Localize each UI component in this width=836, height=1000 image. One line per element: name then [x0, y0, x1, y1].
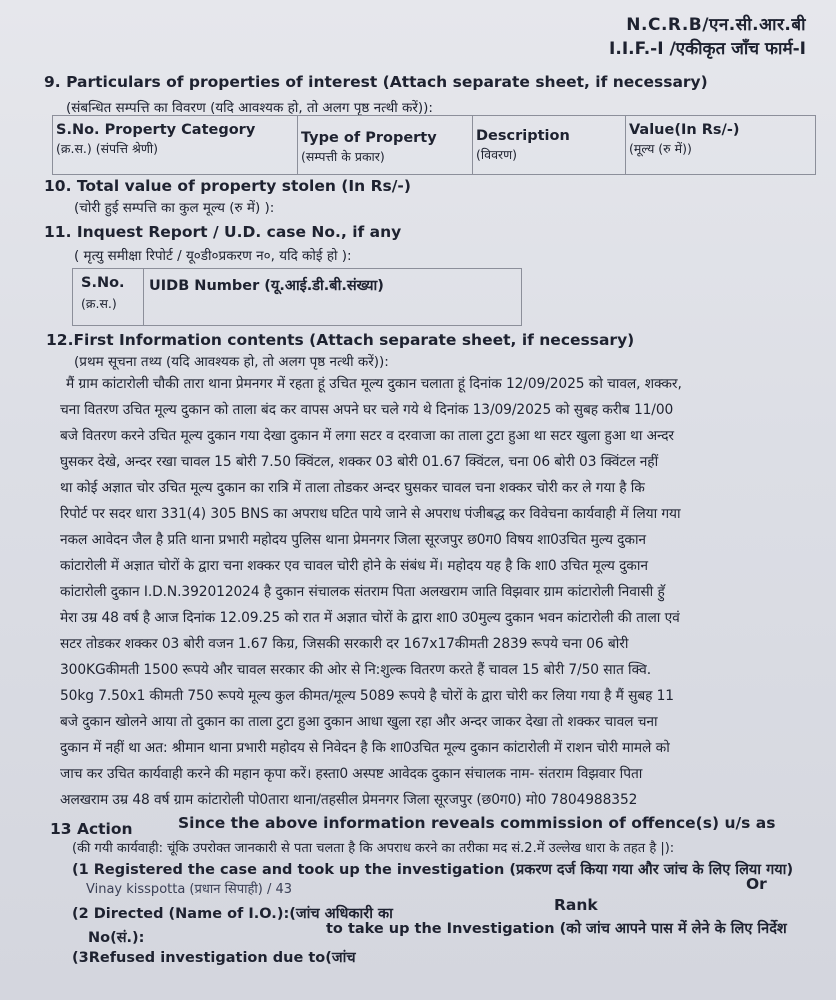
io-name-entry: Vinay kisspotta (प्रधान सिपाही) / 43 [86, 882, 293, 897]
section-13-offence-line: Since the above information reveals commission of offence(s) u/s as [178, 814, 776, 832]
action-item-2-tail: to take up the Investigation (को जांच आपने पास में लेने के लिए निर्देश [326, 921, 787, 937]
section-13-title: 13 Action [50, 820, 133, 838]
section-13-hindi-line: (की गयी कार्यवाही: चूंकि उपरोक्त जानकारी से पता चलता है कि अपराध करने का तरीका मद सं.2.में उल्लेख धारा के तहत है |): [72, 841, 675, 856]
fir-line-6: रिपोर्ट पर सदर धारा 331(4) 305 BNS का अपराध घटित पाये जाने से अपराध पंजीबद्ध कर विवेचना कार्यवाही में लिया गया [60, 506, 681, 522]
fir-line-9: कांटारोली दुकान I.D.N.392012024 है दुकान संचालक संतराम पिता अलखराम जाति विझवार ग्राम कांटारोली निवासी हॅु [60, 584, 665, 600]
section-10-subtitle: (चोरी हुई सम्पत्ति का कुल मूल्य (रु में) ): [74, 200, 275, 216]
fir-line-15: दुकान में नहीं था अत: श्रीमान थाना प्रभारी महोदय से निवेदन है कि शा0उचित मूल्य दुकान कांटारोली में राशन चोरी मामले को [60, 740, 670, 756]
property-col-4-hi: (मूल्य (रु में)) [629, 141, 692, 156]
fir-line-8: कांटारोली में अज्ञात चोरों के द्वारा चना शक्कर एव चावल चोरी होने के संबंध में। महोदय यह है कि शा0 उचित मूल्य दुकान [60, 558, 648, 574]
property-col-3 [473, 116, 626, 174]
fir-line-14: बजे दुकान खोलने आया तो दुकान का ताला टुटा हुआ दुकान आधा खुला रहा और अन्दर जाकर देखा तो शक्कर चावल चना [60, 714, 658, 730]
fir-line-7: नकल आवेदन जैल है प्रति थाना प्रभारी महोदय पुलिस थाना प्रेमनगर जिला सूरजपुर छ0ग0 विषय शा0उचित मुल्य दुकान [60, 532, 646, 548]
rank-label: Rank [554, 896, 598, 914]
property-col-2-en: Type of Property [301, 130, 437, 146]
form-title: I.I.F.-I /एकीकृत जाँच फार्म-I [609, 39, 806, 59]
section-11-title: 11. Inquest Report / U.D. case No., if any [44, 223, 402, 241]
uidb-sno-hi: (क्र.स.) [81, 296, 117, 311]
uidb-table [72, 268, 522, 326]
fir-line-1: मैं ग्राम कांटारोली चौकी तारा थाना प्रेमनगर में रहता हूं उचित मूल्य दुकान चलाता हूं दिनांक 12/09/2025 को चावल, शक्कर, [66, 376, 682, 392]
property-col-1-hi: (क्र.स.) (संपत्ति श्रेणी) [56, 141, 159, 156]
section-9-subtitle: (संबन्धित सम्पत्ति का विवरण (यदि आवश्यक हो, तो अलग पृष्ठ नत्थी करें)): [66, 100, 433, 116]
fir-line-11: सटर तोडकर शक्कर 03 बोरी वजन 1.67 किग्र, जिसकी सरकारी दर 167x17कीमती 2839 रूपये चना 06 बोरी [60, 636, 629, 652]
fir-line-4: घुसकर देखे, अन्दर रखा चावल 15 बोरी 7.50 क्विंटल, शक्कर 03 बोरी 01.67 क्विंटल, चना 06 बोरी 03 क्विंटल नहीं [60, 454, 659, 470]
section-12-subtitle: (प्रथम सूचना तथ्य (यदि आवश्यक हो, तो अलग पृष्ठ नत्थी करें)): [74, 354, 389, 370]
property-table [52, 115, 816, 175]
fir-line-13: 50kg 7.50x1 कीमती 750 रूपये मूल्य कुल कीमत/मूल्य 5089 रूपये है चोरों के द्वारा चोरी कर लिया गया है मैं सुबह 11 [60, 688, 674, 704]
property-col-2-hi: (सम्पत्ती के प्रकार) [301, 149, 385, 164]
action-item-1: (1 Registered the case and took up the investigation (प्रकरण दर्ज किया गया और जांच के लिए लिया गया) [72, 862, 794, 878]
property-col-4-en: Value(In Rs/-) [629, 122, 740, 138]
property-col-1 [53, 116, 298, 174]
fir-line-16: जाच कर उचित कार्यवाही करने की महान कृपा करें। हस्ता0 अस्पष्ट आवेदक दुकान संचालक नाम- संतराम विझवार पिता [60, 766, 643, 782]
property-col-3-hi: (विवरण) [476, 147, 518, 162]
property-col-4 [626, 116, 814, 174]
fir-line-12: 300KGकीमती 1500 रूपये और चावल सरकार की ओर से नि:शुल्क वितरण करते हैं चावल 15 बोरी 7/50 सात क्वि. [60, 662, 652, 678]
action-item-3: (3Refused investigation due to(जांच [72, 950, 356, 966]
section-10-title: 10. Total value of property stolen (In Rs/-) [44, 177, 411, 195]
fir-line-5: था कोई अज्ञात चोर उचित मूल्य दुकान का रात्रि में ताला तोडकर अन्दर घुसकर चावल चना शक्कर चोरी कर ले गया है कि [60, 480, 645, 496]
fir-line-17: अलखराम उम्र 48 वर्ष ग्राम कांटारोली पो0तारा थाना/तहसील प्रेमनगर जिला सूरजपुर (छ0ग0) मो0 7804988352 [60, 792, 638, 808]
uidb-sno-en: S.No. [81, 275, 125, 291]
form-code: N.C.R.B/एन.सी.आर.बी [626, 15, 806, 35]
or-label: Or [746, 875, 767, 893]
fir-line-2: चना वितरण उचित मूल्य दुकान को ताला बंद कर वापस अपने घर चले गये थे दिनांक 13/09/2025 को सुबह करीब 11/00 [60, 402, 674, 418]
uidb-number-header: UIDB Number (यू.आई.डी.बी.संख्या) [149, 278, 384, 294]
fir-line-3: बजे वितरण करने उचित मूल्य दुकान गया देखा दुकान में लगा सटर व दरवाजा का ताला टुटा हुआ था सटर खुला हुआ था अन्दर [60, 428, 674, 444]
section-9-title: 9. Particulars of properties of interest (Attach separate sheet, if necessary) [44, 73, 708, 91]
action-item-2: (2 Directed (Name of I.O.):(जांच अधिकारी का [72, 906, 393, 922]
property-col-1-en: S.No. Property Category [56, 122, 256, 138]
property-col-2 [298, 116, 473, 174]
uidb-col-sno [73, 269, 144, 325]
fir-line-10: मेरा उम्र 48 वर्ष है आज दिनांक 12.09.25 को रात में अज्ञात चोरों के द्वारा शा0 उ0मुल्य दुकान भवन कांटारोली की ताला एवं [60, 610, 680, 626]
section-12-title: 12.First Information contents (Attach separate sheet, if necessary) [46, 331, 635, 349]
property-col-3-en: Description [476, 128, 570, 144]
no-label: No(सं.): [88, 930, 145, 946]
section-11-subtitle: ( मृत्यु समीक्षा रिपोर्ट / यू०डी०प्रकरण न०, यदि कोई हो ): [74, 248, 352, 264]
